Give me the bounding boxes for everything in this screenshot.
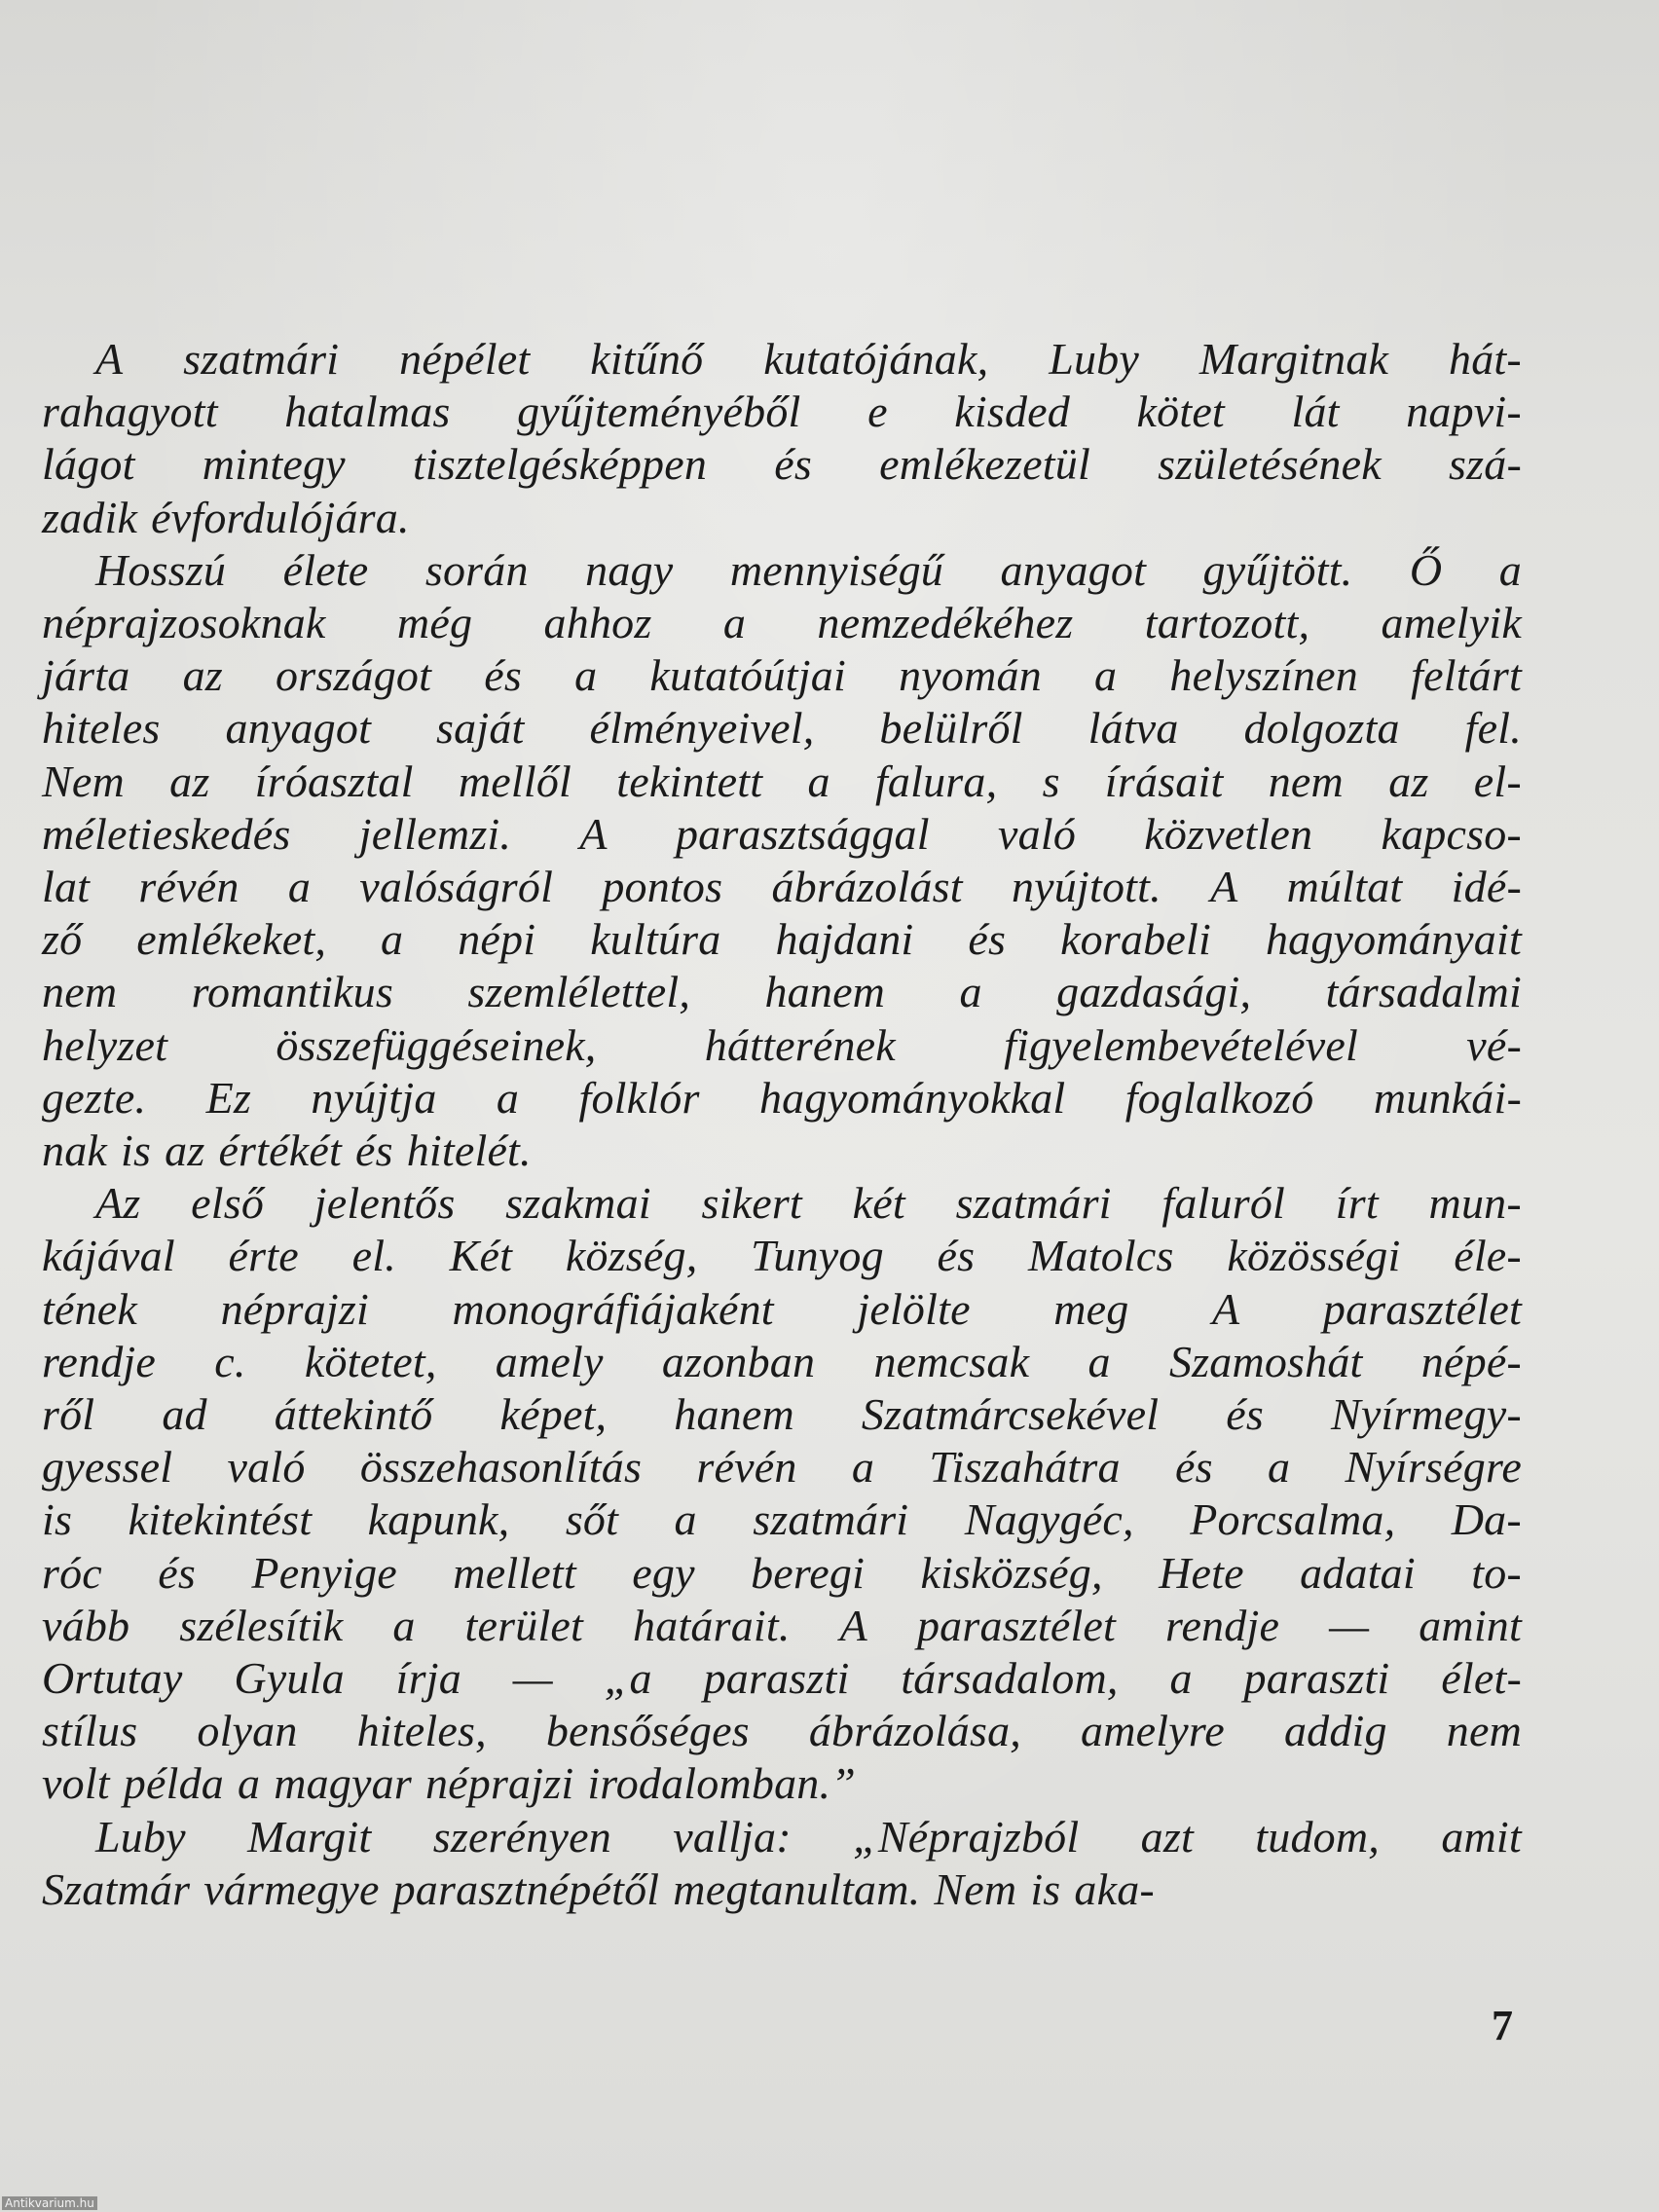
text-line: lágot mintegy tisztelgésképpen és emlékezetül születésének szá- — [42, 439, 1522, 490]
text-line: Nem az íróasztal mellől tekintett a falura, s írásait nem az el- — [42, 756, 1522, 806]
text-line: tének néprajzi monográfiájaként jelölte meg A parasztélet — [42, 1283, 1522, 1334]
watermark: Antikvarium.hu — [2, 2196, 97, 2210]
page-number: 7 — [1492, 2002, 1513, 2049]
text-line: Hosszú élete során nagy mennyiségű anyagot gyűjtött. Ő a — [95, 544, 1522, 595]
text-line: zadik évfordulójára. — [42, 492, 410, 542]
text-line: nak is az értékét és hitelét. — [42, 1125, 532, 1175]
text-line: gyessel való összehasonlítás révén a Tiszahátra és a Nyírségre — [42, 1442, 1522, 1493]
text-line: róc és Penyige mellett egy beregi kisközség, Hete adatai to- — [42, 1547, 1522, 1598]
text-line: A szatmári népélet kitűnő kutatójának, Luby Margitnak hát- — [95, 334, 1522, 384]
text-line: Luby Margit szerényen vallja: „Néprajzból azt tudom, amit — [95, 1811, 1522, 1862]
text-line: rahagyott hatalmas gyűjteményéből e kisded kötet lát napvi- — [42, 387, 1522, 437]
text-line: néprajzosoknak még ahhoz a nemzedékéhez tartozott, amelyik — [42, 598, 1522, 647]
text-line: lat révén a valóságról pontos ábrázolást nyújtott. A múltat idé- — [42, 862, 1522, 911]
text-line: vább szélesítik a terület határait. A parasztélet rendje — amint — [42, 1600, 1522, 1650]
text-line: volt példa a magyar néprajzi irodalomban.” — [42, 1758, 856, 1809]
text-line: nem romantikus szemlélettel, hanem a gazdasági, társadalmi — [42, 967, 1522, 1017]
text-line: járta az országot és a kutatóútjai nyomán a helyszínen feltárt — [42, 650, 1522, 701]
text-line: ről ad áttekintő képet, hanem Szatmárcsekével és Nyírmegy- — [42, 1389, 1522, 1439]
text-line: is kitekintést kapunk, sőt a szatmári Nagygéc, Porcsalma, Da- — [42, 1494, 1522, 1545]
text-line: méletieskedés jellemzi. A parasztsággal való közvetlen kapcso- — [42, 808, 1522, 859]
text-line: hiteles anyagot saját élményeivel, belülről látva dolgozta fel. — [42, 703, 1522, 754]
text-line: rendje c. kötetet, amely azonban nemcsak a Szamoshát népé- — [42, 1336, 1522, 1386]
text-line: Az első jelentős szakmai sikert két szatmári faluról írt mun- — [95, 1178, 1522, 1229]
text-line: Szatmár vármegye parasztnépétől megtanultam. Nem is aka- — [42, 1863, 1155, 1914]
text-line: gezte. Ez nyújtja a folklór hagyományokkal foglalkozó munkái- — [42, 1072, 1522, 1123]
text-line: stílus olyan hiteles, bensőséges ábrázolása, amelyre addig nem — [42, 1706, 1522, 1756]
text-line: helyzet összefüggéseinek, hátterének figyelembevételével vé- — [42, 1019, 1522, 1070]
text-line: ző emlékeket, a népi kultúra hajdani és korabeli hagyományait — [42, 914, 1522, 965]
text-line: Ortutay Gyula írja — „a paraszti társadalom, a paraszti élet- — [42, 1653, 1522, 1703]
text-line: kájával érte el. Két község, Tunyog és Matolcs közösségi éle- — [42, 1231, 1522, 1281]
